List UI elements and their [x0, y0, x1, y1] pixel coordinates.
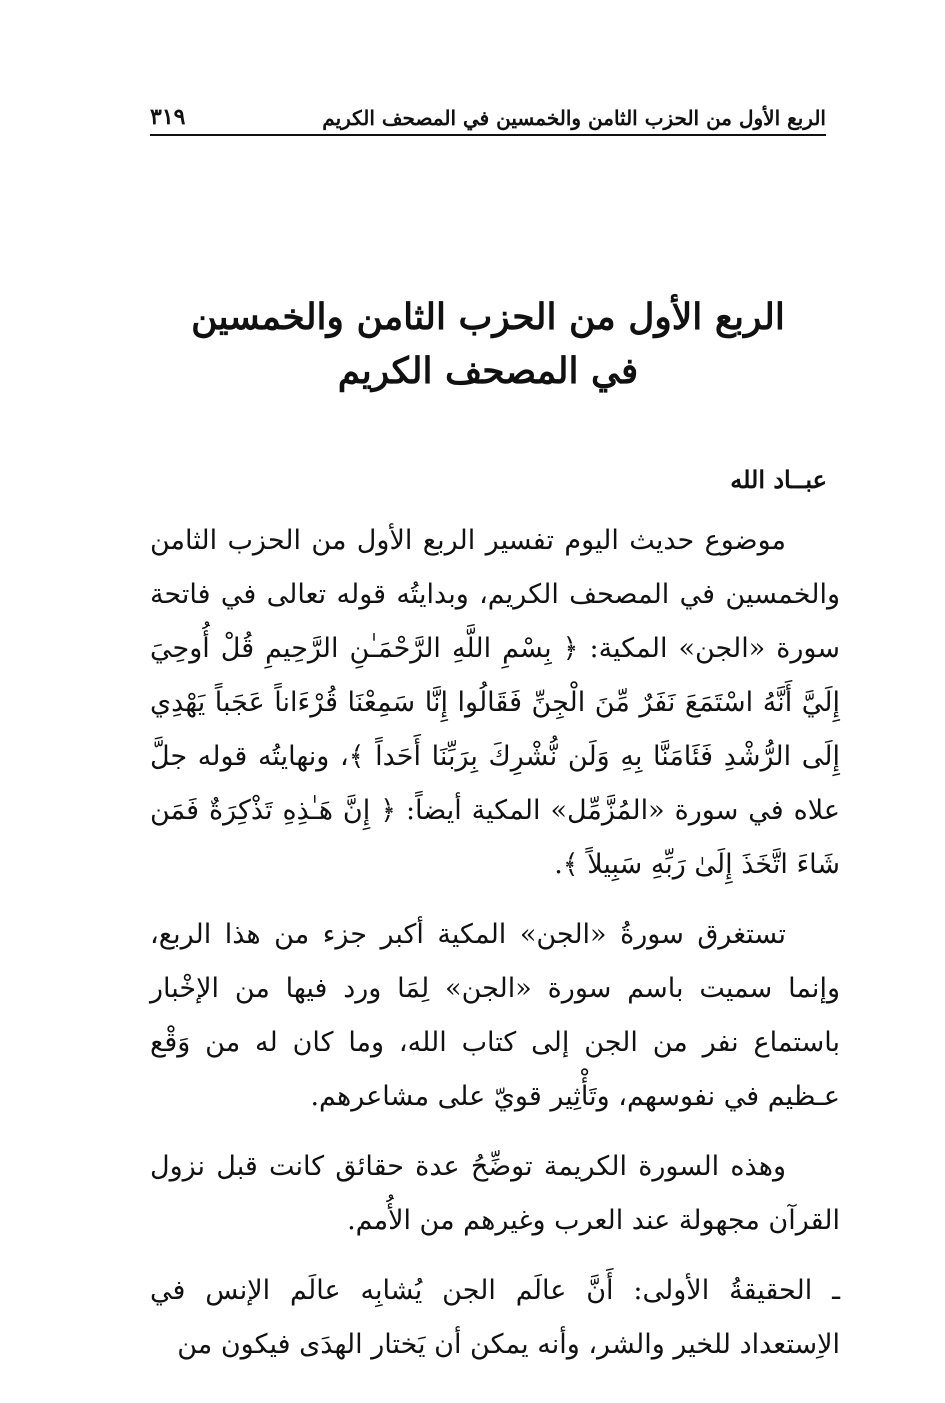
- chapter-title-line-2: في المصحف الكريم: [337, 350, 639, 392]
- body-text: [150, 514, 840, 1372]
- running-title: الربع الأول من الحزب الثامن والخمسين في المصحف الكريم: [322, 106, 826, 130]
- chapter-title: [150, 290, 826, 398]
- chapter-title-line-1: الربع الأول من الحزب الثامن والخمسين: [191, 296, 785, 338]
- paragraph: تستغرق سورةُ «الجن» المكية أكبر جزء من هذا الربع، وإنما سميت باسم سورة «الجن» لِمَا ورد فيها من الإخْبار باستماع نفر من الجن إلى كتاب الله، وما كان له من وَقْع عـظيم في نفوسهم، وتَأْثِير قويّ على مشاعرهم.: [150, 919, 840, 1112]
- paragraph: ـ الحقيقةُ الأولى: أَنَّ عالَم الجن يُشابِه عالَم الإنس في الاِستعداد للخير والشر، وأنه يمكن أن يَختار الهدَى فيكون من: [150, 1275, 840, 1360]
- page-number: ٣١٩: [150, 104, 186, 130]
- running-header: [150, 96, 826, 136]
- section-heading: عبــاد الله: [730, 465, 827, 494]
- paragraph: موضوع حديث اليوم تفسير الربع الأول من الحزب الثامن والخمسين في المصحف الكريم، وبدايتُه قوله تعالى في فاتحة سورة «الجن» المكية: ﴿ بِسْمِ اللَّهِ الرَّحْمَـٰنِ الرَّحِيمِ قُلْ أُوحِيَ إِلَيَّ أَنَّهُ اسْتَمَعَ نَفَرٌ مِّنَ الْجِنِّ فَقَالُوا إِنَّا سَمِعْنَا قُرْءَاناً عَجَباً يَهْدِي إِلَى الرُّشْدِ فَئَامَنَّا بِهِ وَلَن نُّشْرِكَ بِرَبِّنَا أَحَداً ﴾، ونهايتُه قوله جلَّ علاه في سورة «المُزَّمِّل» المكية أيضاً: ﴿ إِنَّ هَـٰذِهِ تَذْكِرَةٌ فَمَن شَاءَ اتَّخَذَ إِلَىٰ رَبِّهِ سَبِيلاً ﴾.: [150, 525, 840, 880]
- paragraph: وهذه السورة الكريمة توضِّحُ عدة حقائق كانت قبل نزول القرآن مجهولة عند العرب وغيرهم من الأُمم.: [150, 1151, 840, 1236]
